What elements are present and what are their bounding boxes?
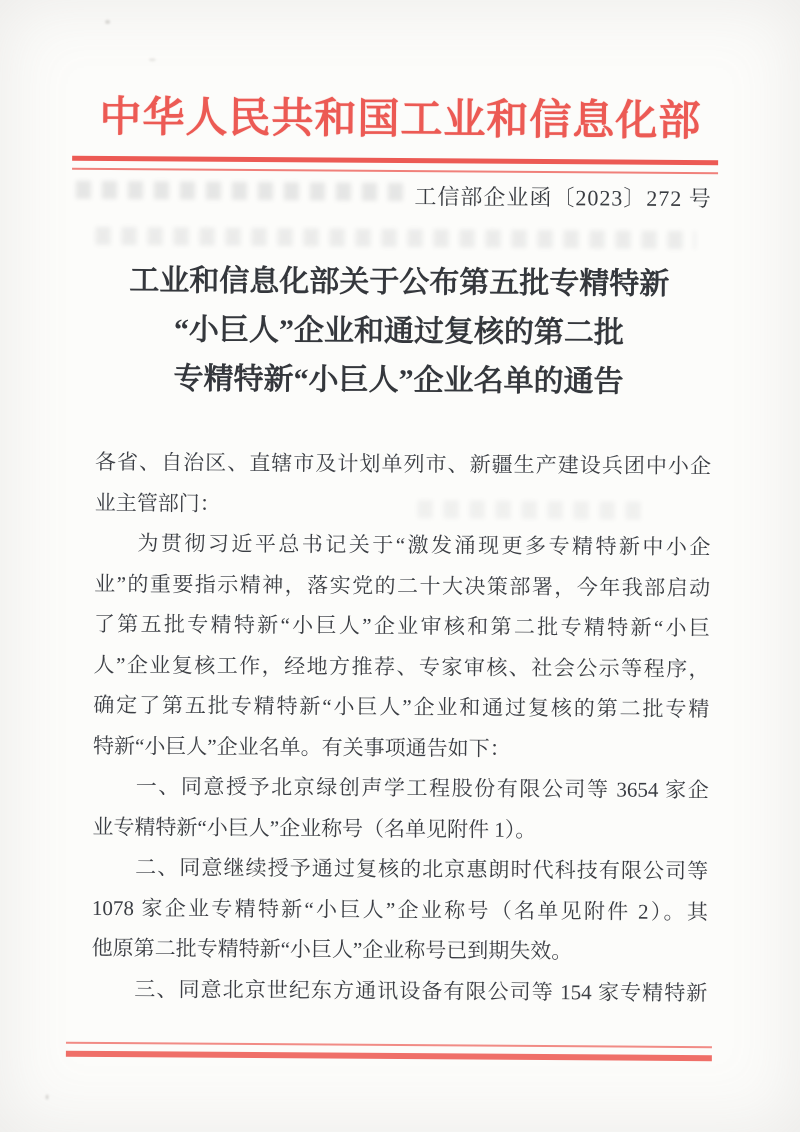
body-line: 各省、自治区、直辖市及计划单列市、新疆生产建设兵团中小企 — [94, 449, 712, 479]
scan-speck — [46, 1095, 49, 1100]
body-line: 三、同意北京世纪东方通讯设备有限公司等 154 家专精特新 — [134, 976, 708, 1005]
body-line: 1078 家企业专精特新“小巨人”企业称号（名单见附件 2）。其 — [91, 895, 708, 924]
body-line: 二、同意继续授予通过复核的北京惠朗时代科技有限公司等 — [135, 855, 709, 884]
footer-separator-thick-line — [66, 1051, 712, 1062]
notice-body — [91, 442, 711, 1013]
notice-title-line-1: 工业和信息化部关于公布第五批专精特新 — [129, 264, 670, 301]
body-line: 了第五批专精特新“小巨人”企业审核和第二批专精特新“小巨 — [93, 611, 710, 641]
bleedthrough-smudge — [76, 181, 406, 201]
notice-title-line-3: 专精特新“小巨人”企业名单的通告 — [173, 362, 624, 399]
body-line: 为贯彻习近平总书记关于“激发涌现更多专精特新中小企 — [137, 531, 711, 560]
footer-separator-thin-line — [66, 1042, 712, 1049]
body-line: 他原第二批专精特新“小巨人”企业称号已到期失效。 — [91, 935, 573, 964]
body-line: 业”的重要指示精神，落实党的二十大决策部署，今年我部启动 — [94, 571, 711, 600]
document-number: 工信部企业函〔2023〕272 号 — [414, 184, 712, 212]
ministry-header-title: 中华人民共和国工业和信息化部 — [99, 94, 702, 146]
body-line: 一、同意授予北京绿创声学工程股份有限公司等 3654 家企 — [135, 774, 709, 803]
body-line: 业主管部门： — [94, 490, 221, 516]
body-line: 业专精特新“小巨人”企业称号（名单见附件 1）。 — [92, 814, 537, 842]
body-line: 人”企业复核工作，经地方推荐、专家审核、社会公示等程序， — [93, 652, 710, 681]
scan-speck — [105, 20, 110, 24]
header-separator-thin-line — [72, 168, 718, 175]
notice-title — [0, 255, 799, 408]
body-line: 特新“小巨人”企业名单。有关事项通告如下： — [92, 733, 511, 761]
bleedthrough-smudge — [96, 227, 696, 249]
notice-title-line-2: “小巨人”企业和通过复核的第二批 — [173, 313, 625, 350]
header-separator-thick-line — [72, 156, 718, 166]
scan-speck — [149, 58, 156, 61]
body-line: 确定了第五批专精特新“小巨人”企业和通过复核的第二批专精 — [93, 692, 710, 722]
